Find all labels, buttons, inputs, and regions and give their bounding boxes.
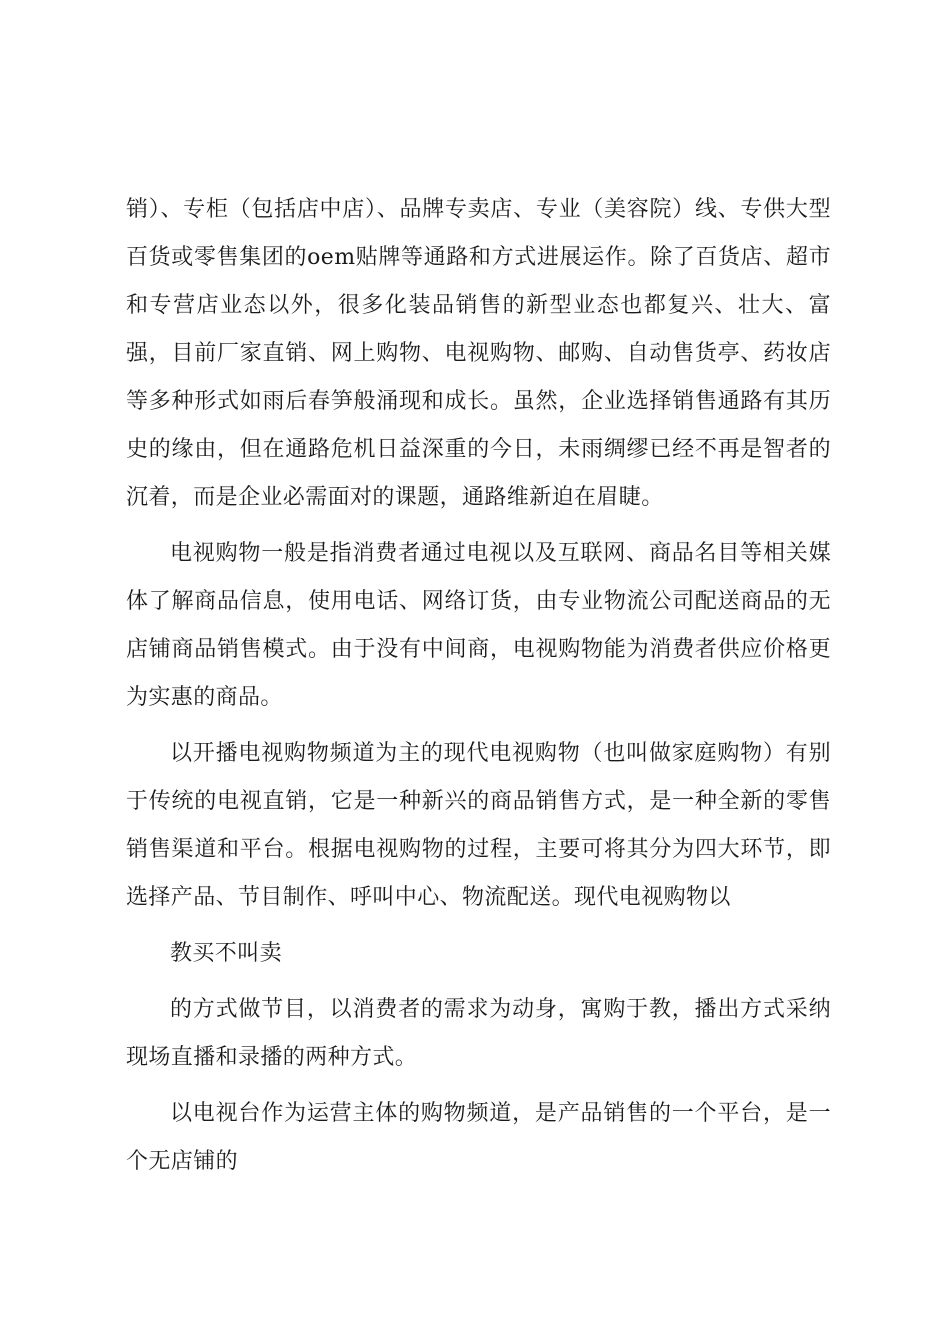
paragraph-channels: 销）、专柜（包括店中店）、品牌专卖店、专业（美容院）线、专供大型百货或零售集团的oem贴牌等通路和方式进展运作。除了百货店、超市和专营店业态以外，很多化装品销售的新型业态也都复兴、壮大、富强，目前厂家直销、网上购物、电视购物、邮购、自动售货亭、药妆店等多种形式如雨后春笋般涌现和成长。虽然，企业选择销售通路有其历史的缘由，但在通路危机日益深重的今日，未雨绸缪已经不再是智者的沉着，而是企业必需面对的课题，通路维新迫在眉睫。 <box>126 197 831 510</box>
paragraph-tv-shopping-definition: 电视购物一般是指消费者通过电视以及互联网、商品名目等相关媒体了解商品信息，使用电话、网络订货，由专业物流公司配送商品的无店铺商品销售模式。由于没有中间商，电视购物能为消费者供应价格更为实惠的商品。 <box>126 541 831 710</box>
paragraph-tv-station-channel: 以电视台作为运营主体的购物频道，是产品销售的一个平台，是一个无店铺的 <box>126 1101 831 1174</box>
paragraph-program-method: 的方式做节目，以消费者的需求为动身，寓购于教，播出方式采纳现场直播和录播的两种方式。 <box>126 997 831 1070</box>
document-body <box>126 186 831 1194</box>
paragraph-modern-tv-shopping: 以开播电视购物频道为主的现代电视购物（也叫做家庭购物）有别于传统的电视直销，它是一种新兴的商品销售方式，是一种全新的零售销售渠道和平台。根据电视购物的过程，主要可将其分为四大环节，即选择产品、节目制作、呼叫中心、物流配送。现代电视购物以 <box>126 741 831 910</box>
paragraph-teach-not-sell: 教买不叫卖 <box>170 941 283 966</box>
